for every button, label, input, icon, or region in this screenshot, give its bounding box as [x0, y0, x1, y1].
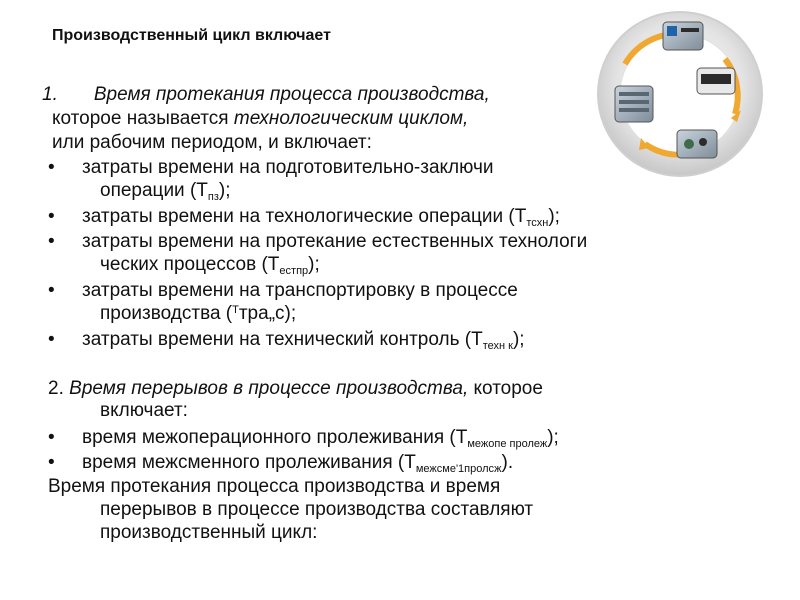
bullet-text: время межсменного пролеживания (Т — [82, 452, 416, 473]
section2-number: 2. — [48, 378, 64, 399]
list-item-continuation — [100, 254, 320, 276]
list-item — [48, 280, 518, 302]
bullet-tail: ); — [547, 427, 559, 448]
superscript: Т — [232, 304, 239, 316]
bullet-tail: ); — [512, 329, 525, 350]
bullet-text-cont: производства ( — [100, 303, 233, 324]
section1-line2 — [52, 108, 468, 130]
summary-line3: производственный цикл: — [100, 522, 318, 543]
subscript: тсхн — [526, 217, 549, 229]
bullet-marker: • — [48, 231, 55, 252]
bullet-text: затраты времени на подготовительно-заключи — [82, 157, 494, 178]
bullet-tail: ). — [501, 452, 514, 473]
list-item — [48, 427, 559, 449]
bullet-text: затраты времени на технический контроль (Т — [82, 329, 483, 350]
list-item — [48, 231, 587, 253]
list-item — [48, 206, 560, 228]
subscript: межопе пролеж — [467, 438, 548, 450]
slide-title: Производственный цикл включает — [52, 27, 331, 44]
bullet-text-cont: ческих процессов (Т — [100, 254, 280, 275]
list-item-continuation — [100, 180, 231, 202]
subscript: техн к — [482, 340, 513, 352]
bullet-text: затраты времени на протекание естественных технологи — [82, 231, 588, 252]
bullet-marker: • — [48, 427, 55, 448]
section1-line2-plain: которое называется — [52, 108, 234, 129]
section2-line2: включает: — [100, 400, 188, 421]
section2-title: Время перерывов в процессе производства, — [69, 378, 469, 399]
subscript: пз — [207, 191, 219, 203]
list-item — [48, 157, 493, 179]
bullet-text-cont: операции (Т — [100, 180, 208, 201]
section2-heading — [48, 378, 543, 400]
bullet-text: затраты времени на технологические операции (Т — [82, 206, 527, 227]
bullet-tail: ); — [218, 180, 231, 201]
list-item — [48, 452, 513, 474]
section2-title-plain: которое — [468, 378, 543, 399]
summary-line2: перерывов в процессе производства составляют — [100, 499, 534, 520]
bullet-tail: ); — [548, 206, 560, 227]
bullet-marker: • — [48, 329, 55, 350]
section1-line3: или рабочим периодом, и включает: — [52, 132, 372, 153]
bullet-marker: • — [48, 206, 55, 227]
bullet-marker: • — [48, 452, 55, 473]
bullet-text: время межоперационного пролеживания (Т — [82, 427, 468, 448]
bullet-text: затраты времени на транспортировку в процессе — [82, 280, 518, 301]
section1-line2-italic: технологическим циклом, — [233, 108, 469, 129]
bullet-marker: • — [48, 157, 55, 178]
subscript: межсме'1пролсж — [415, 463, 502, 475]
subscript: естпр — [279, 265, 309, 277]
list-item — [48, 329, 525, 351]
section1-number: 1. — [42, 84, 58, 105]
production-cycle-icon — [585, 4, 765, 184]
bullet-marker: • — [48, 280, 55, 301]
section1-heading — [42, 84, 490, 106]
bullet-tail: тра„с); — [238, 303, 297, 324]
section1-title: Время протекания процесса производства, — [93, 84, 490, 105]
list-item-continuation — [100, 303, 296, 325]
summary-line1: Время протекания процесса производства и время — [48, 476, 501, 497]
bullet-tail: ); — [308, 254, 320, 275]
